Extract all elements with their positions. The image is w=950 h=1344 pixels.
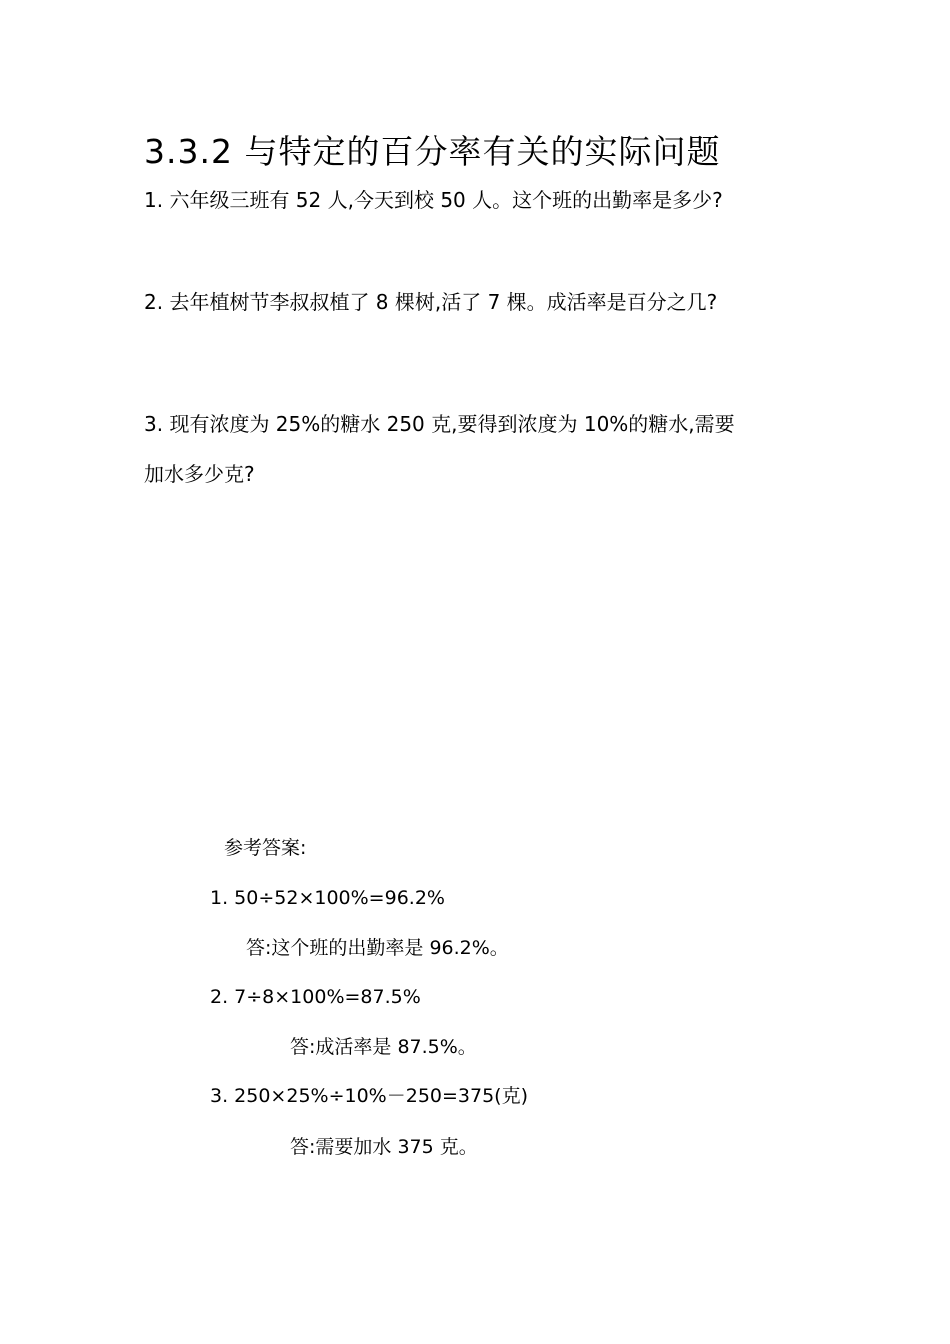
page-title: 3.3.2 与特定的百分率有关的实际问题 — [144, 132, 721, 171]
question-3-line-2: 加水多少克? — [144, 462, 255, 486]
answer-3-calculation: 3. 250×25%÷10%－250=375(克) — [210, 1085, 529, 1107]
answer-2-statement: 答:成活率是 87.5%。 — [290, 1036, 477, 1058]
answer-1-calculation: 1. 50÷52×100%=96.2% — [210, 887, 445, 909]
answer-3-statement: 答:需要加水 375 克。 — [290, 1136, 478, 1158]
question-3-line-1: 3. 现有浓度为 25%的糖水 250 克,要得到浓度为 10%的糖水,需要 — [144, 412, 735, 436]
answer-1-statement: 答:这个班的出勤率是 96.2%。 — [246, 937, 509, 959]
answers-heading: 参考答案: — [224, 837, 307, 859]
question-1: 1. 六年级三班有 52 人,今天到校 50 人。这个班的出勤率是多少? — [144, 188, 723, 212]
answer-2-calculation: 2. 7÷8×100%=87.5% — [210, 986, 421, 1008]
question-2: 2. 去年植树节李叔叔植了 8 棵树,活了 7 棵。成活率是百分之几? — [144, 290, 718, 314]
